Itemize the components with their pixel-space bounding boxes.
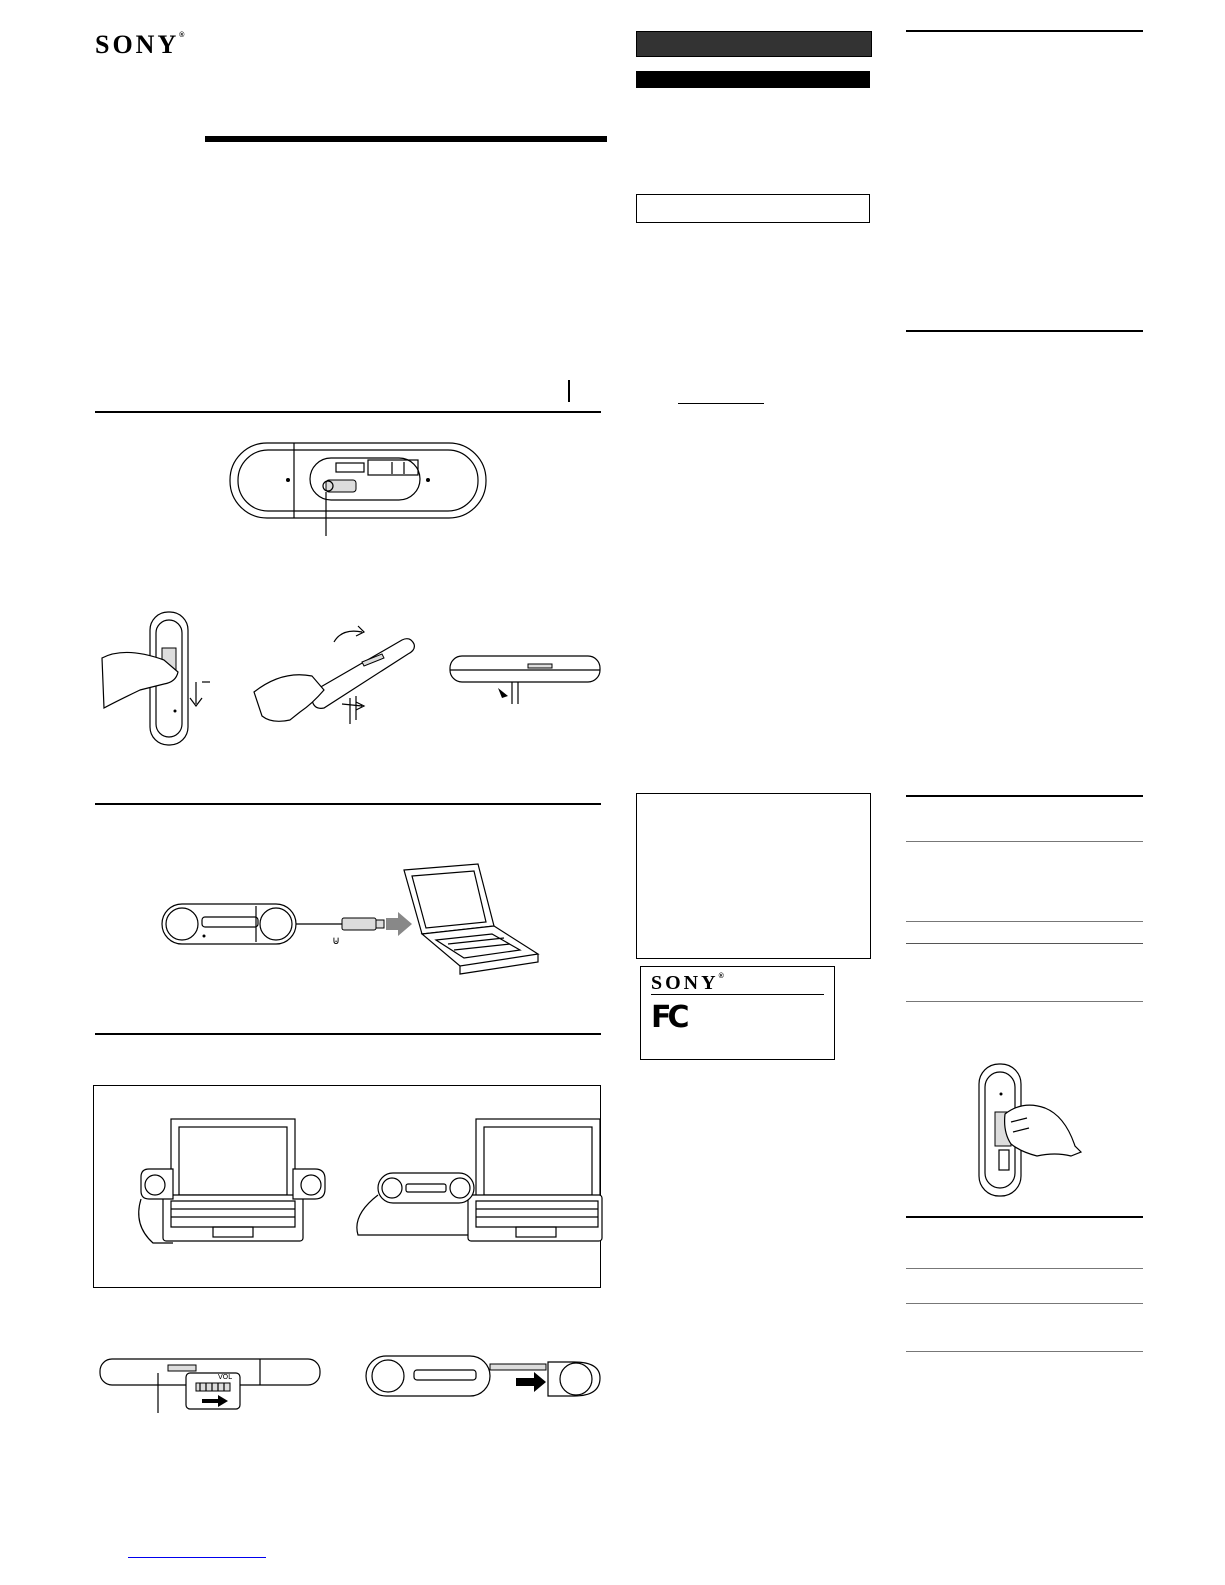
right-thin-rule-1 [906, 841, 1143, 842]
section-rule-1 [95, 411, 601, 413]
cable-removal-step-2 [252, 620, 422, 730]
sony-logo-text: SONY [95, 30, 180, 59]
section-header-bar-black [636, 71, 870, 88]
title-rule [205, 136, 607, 142]
hand-speaker-illustration [975, 1060, 1085, 1200]
fcc-label-sony-logo [651, 973, 724, 993]
right-rule-1 [906, 30, 1143, 32]
declaration-box [636, 793, 871, 959]
usb-icon: ⊍ [332, 934, 341, 947]
footer-link-underline [128, 1557, 266, 1558]
right-thin-rule-2 [906, 921, 1143, 922]
right-rule-2 [906, 330, 1143, 332]
right-thin-rule-4 [906, 1268, 1143, 1269]
right-rule-3 [906, 795, 1143, 797]
placement-laptop-left [348, 1115, 604, 1250]
speaker-to-laptop-illustration [160, 862, 545, 980]
fcc-label [640, 966, 835, 1060]
cable-removal-step-3 [448, 652, 604, 706]
sony-logo [95, 32, 184, 58]
section-rule-2 [95, 803, 601, 805]
fcc-label-registered-mark: ® [718, 973, 724, 980]
notice-box [636, 194, 870, 223]
right-rule-5 [906, 1216, 1143, 1218]
speaker-storage-illustration [228, 440, 490, 540]
right-thin-rule-6 [906, 1351, 1143, 1352]
cable-removal-step-1 [100, 610, 220, 750]
fcc-logo-icon: FC [651, 1000, 686, 1035]
right-thin-rule-5 [906, 1303, 1143, 1304]
volume-control-illustration [98, 1355, 323, 1415]
fcc-label-rule [651, 994, 824, 995]
fcc-label-sony-text: SONY [651, 972, 719, 994]
right-thin-rule-3 [906, 1001, 1143, 1002]
placement-laptop-sides [133, 1115, 333, 1250]
edge-marker [568, 380, 570, 402]
vol-label: VOL [218, 1373, 233, 1381]
section-header-bar-gray [636, 31, 872, 57]
signature-underline [678, 403, 764, 404]
section-rule-3 [95, 1033, 601, 1035]
speaker-extension-illustration [364, 1352, 604, 1404]
right-rule-4 [906, 943, 1143, 944]
registered-mark: ® [179, 32, 185, 39]
